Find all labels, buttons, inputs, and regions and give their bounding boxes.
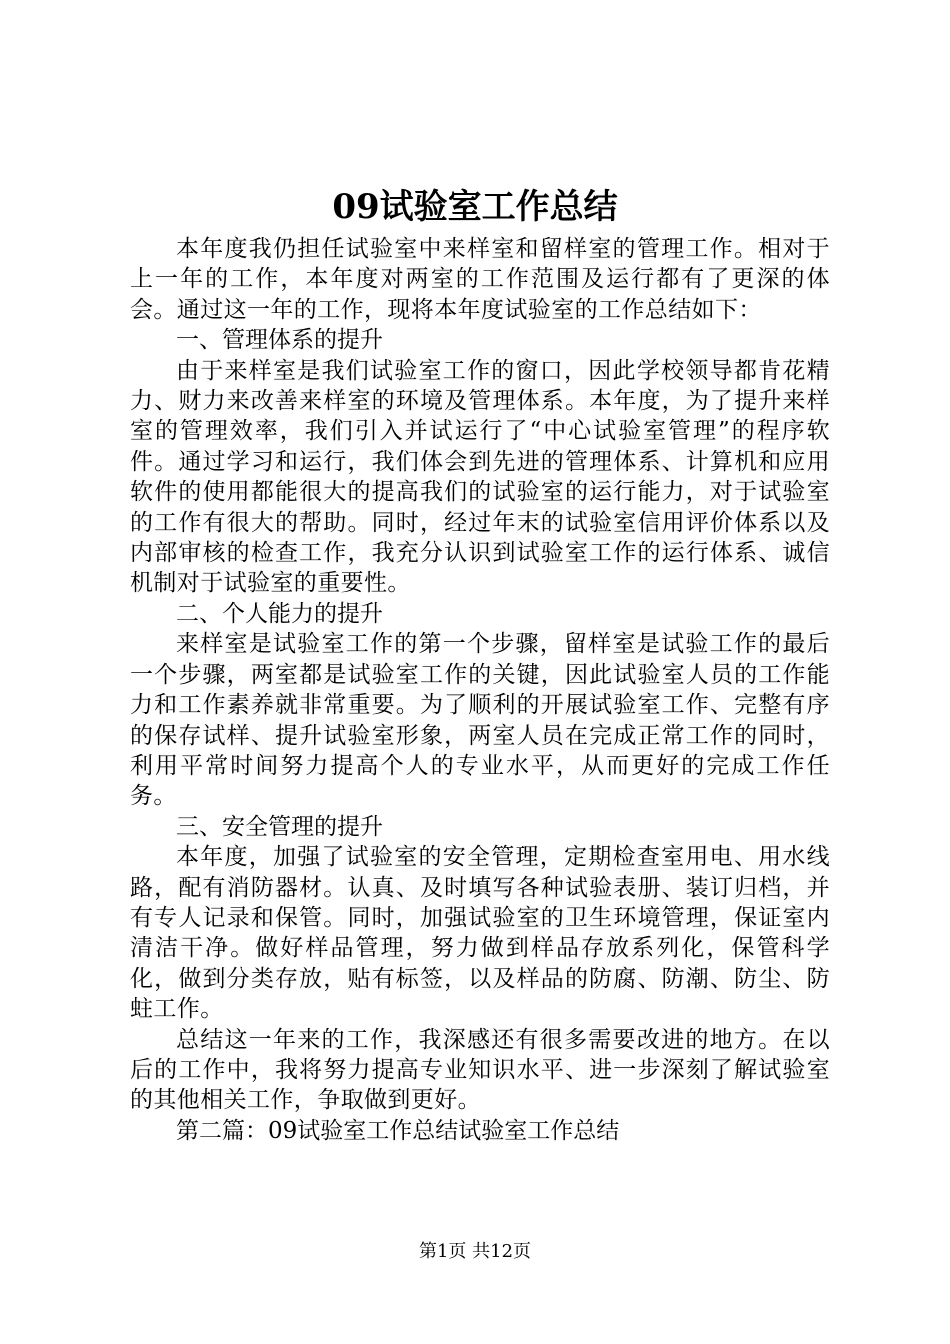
document-body: [130, 234, 830, 1146]
section-2-paragraph: 来样室是试验室工作的第一个步骤，留样室是试验工作的最后一个步骤，两室都是试验室工作的关键，因此试验室人员的工作能力和工作素养就非常重要。为了顺利的开展试验室工作、完整有序的保存试样、提升试验室形象，两室人员在完成正常工作的同时，利用平常时间努力提高个人的专业水平，从而更好的完成工作任务。: [130, 631, 830, 810]
page-number-footer: 第1页 共12页: [418, 1241, 532, 1262]
section-heading-1: 一、管理体系的提升: [176, 327, 383, 354]
second-article-heading: 第二篇：09试验室工作总结试验室工作总结: [176, 1117, 620, 1144]
intro-paragraph: 本年度我仍担任试验室中来样室和留样室的管理工作。相对于上一年的工作，本年度对两室的工作范围及运行都有了更深的体会。通过这一年的工作，现将本年度试验室的工作总结如下：: [130, 236, 830, 323]
section-1-paragraph: 由于来样室是我们试验室工作的窗口，因此学校领导都肯花精力、财力来改善来样室的环境及管理体系。本年度，为了提升来样室的管理效率，我们引入并试运行了“中心试验室管理”的程序软件。通过学习和运行，我们体会到先进的管理体系、计算机和应用软件的使用都能很大的提高我们的试验室的运行能力，对于试验室的工作有很大的帮助。同时，经过年末的试验室信用评价体系以及内部审核的检查工作，我充分认识到试验室工作的运行体系、诚信机制对于试验室的重要性。: [130, 357, 830, 597]
section-heading-2: 二、个人能力的提升: [176, 600, 383, 627]
section-3-paragraph: 本年度，加强了试验室的安全管理，定期检查室用电、用水线路，配有消防器材。认真、及时填写各种试验表册、装订归档，并有专人记录和保管。同时，加强试验室的卫生环境管理，保证室内清洁干净。做好样品管理，努力做到样品存放系列化，保管科学化，做到分类存放，贴有标签，以及样品的防腐、防潮、防尘、防蛀工作。: [130, 844, 830, 1023]
document-title: 09试验室工作总结: [332, 187, 618, 227]
section-heading-3: 三、安全管理的提升: [176, 813, 383, 840]
conclusion-paragraph: 总结这一年来的工作，我深感还有很多需要改进的地方。在以后的工作中，我将努力提高专业知识水平、进一步深刻了解试验室的其他相关工作，争取做到更好。: [130, 1026, 830, 1114]
